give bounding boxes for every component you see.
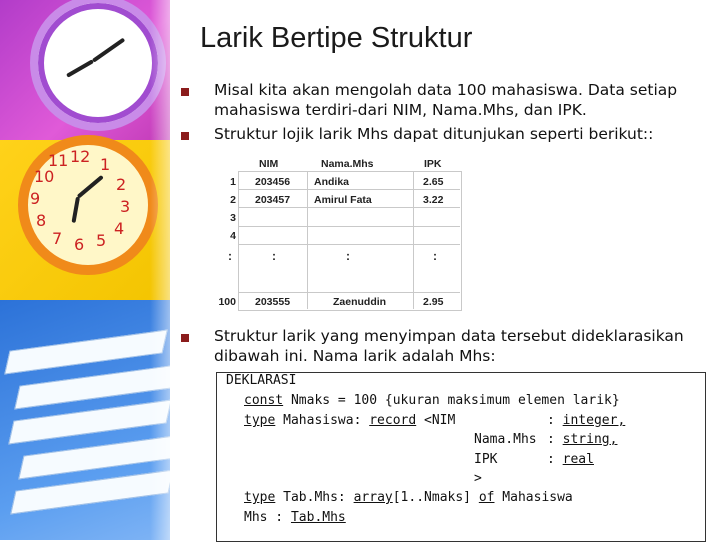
code-field-name: Nama.Mhs [474,432,537,447]
orange-clock-icon [18,135,158,275]
keyword-integer: integer, [562,413,626,428]
clock-hand [72,197,80,223]
clock-number: 8 [36,211,47,230]
clock-number: 11 [48,151,69,170]
code-record-close: > [474,471,482,486]
clock-hand [77,175,104,199]
code-colon: : [547,432,563,447]
clock-hand [92,38,125,63]
decorative-photo-strip [0,0,170,540]
bullet-marker [181,132,189,140]
bullet-text-3: Struktur larik yang menyimpan data tersebut dideklarasikan dibawah ini. Nama larik adalah Mhs: [214,327,684,365]
slide-title: Larik Bertipe Struktur [200,22,473,54]
table-cell-ipk: 2.95 [423,296,444,308]
clock-number: 12 [70,147,91,166]
code-line-type-record [244,413,455,428]
code-field-type [547,432,617,447]
code-line-type-array [244,490,573,505]
keyword-of: of [478,490,495,505]
code-text: Mhs : [244,510,291,525]
code-text: <NIM [416,413,456,428]
code-text: Tab.Mhs: [275,490,354,505]
ellipsis-mark: : [346,249,350,263]
code-line-const [244,393,620,408]
keyword-type: type [244,413,276,428]
clock-hand [66,59,94,77]
code-header: DEKLARASI [226,373,297,388]
clock-number: 4 [114,219,125,238]
code-text: Mahasiswa [494,490,573,505]
clock-number: 3 [120,197,131,216]
table-header-ipk: IPK [424,158,442,170]
keyword-type: type [244,490,276,505]
table-divider [307,171,308,309]
keyword-const: const [244,393,284,408]
table-divider [238,226,460,227]
code-text: [1..Nmaks] [392,490,479,505]
table-divider [238,207,460,208]
row-index: 4 [230,230,236,242]
code-field-type [547,452,594,467]
table-divider [238,292,460,293]
code-colon: : [547,413,563,428]
clock-number: 7 [52,229,63,248]
keyword-record: record [369,413,417,428]
table-header-nim: NIM [259,158,279,170]
code-text: Nmaks = 100 {ukuran maksimum elemen larik} [283,393,620,408]
table-divider [413,171,414,309]
table-cell-nama: Amirul Fata [314,194,372,206]
table-divider [238,189,460,190]
keyword-real: real [562,452,594,467]
paper-stack-icon [10,320,160,520]
ellipsis-mark: : [228,249,232,263]
table-cell-ipk: 3.22 [423,194,444,206]
ellipsis-mark: : [272,249,276,263]
ellipsis-mark: : [433,249,437,263]
clock-number: 6 [74,235,85,254]
table-cell-nama: Zaenuddin [333,296,387,308]
table-cell-nim: 203457 [255,194,291,206]
clock-number: 1 [100,155,111,174]
strip-fade [150,0,170,540]
row-index: 3 [230,212,236,224]
row-index: 2 [230,194,236,206]
clock-number: 5 [96,231,107,250]
table-cell-ipk: 2.65 [423,176,444,188]
table-frame [238,171,462,311]
keyword-string: string, [562,432,618,447]
table-cell-nim: 203555 [255,296,291,308]
bullet-text-2: Struktur lojik larik Mhs dapat ditunjukan seperti berikut:: [214,125,654,143]
code-text: Mahasiswa: [275,413,370,428]
bullet-marker [181,334,189,342]
code-line-var [244,510,346,525]
code-field-type [547,413,625,428]
keyword-tabmhs: Tab.Mhs [290,510,346,525]
row-index: 100 [218,296,236,308]
clock-number: 9 [30,189,41,208]
paper-sheet [4,330,168,375]
table-divider [238,244,460,245]
code-colon: : [547,452,563,467]
table-header-nama: Nama.Mhs [321,158,374,170]
purple-clock-icon [30,0,166,131]
row-index: 1 [230,176,236,188]
keyword-array: array [353,490,393,505]
code-field-name: IPK [474,452,498,467]
clock-number: 10 [34,167,55,186]
clock-number: 2 [116,175,127,194]
bullet-marker [181,88,189,96]
table-cell-nim: 203456 [255,176,291,188]
table-cell-nama: Andika [314,176,350,188]
bullet-text-1: Misal kita akan mengolah data 100 mahasiswa. Data setiap mahasiswa terdiri-dari NIM, Nama.Mhs, dan IPK. [214,81,678,119]
